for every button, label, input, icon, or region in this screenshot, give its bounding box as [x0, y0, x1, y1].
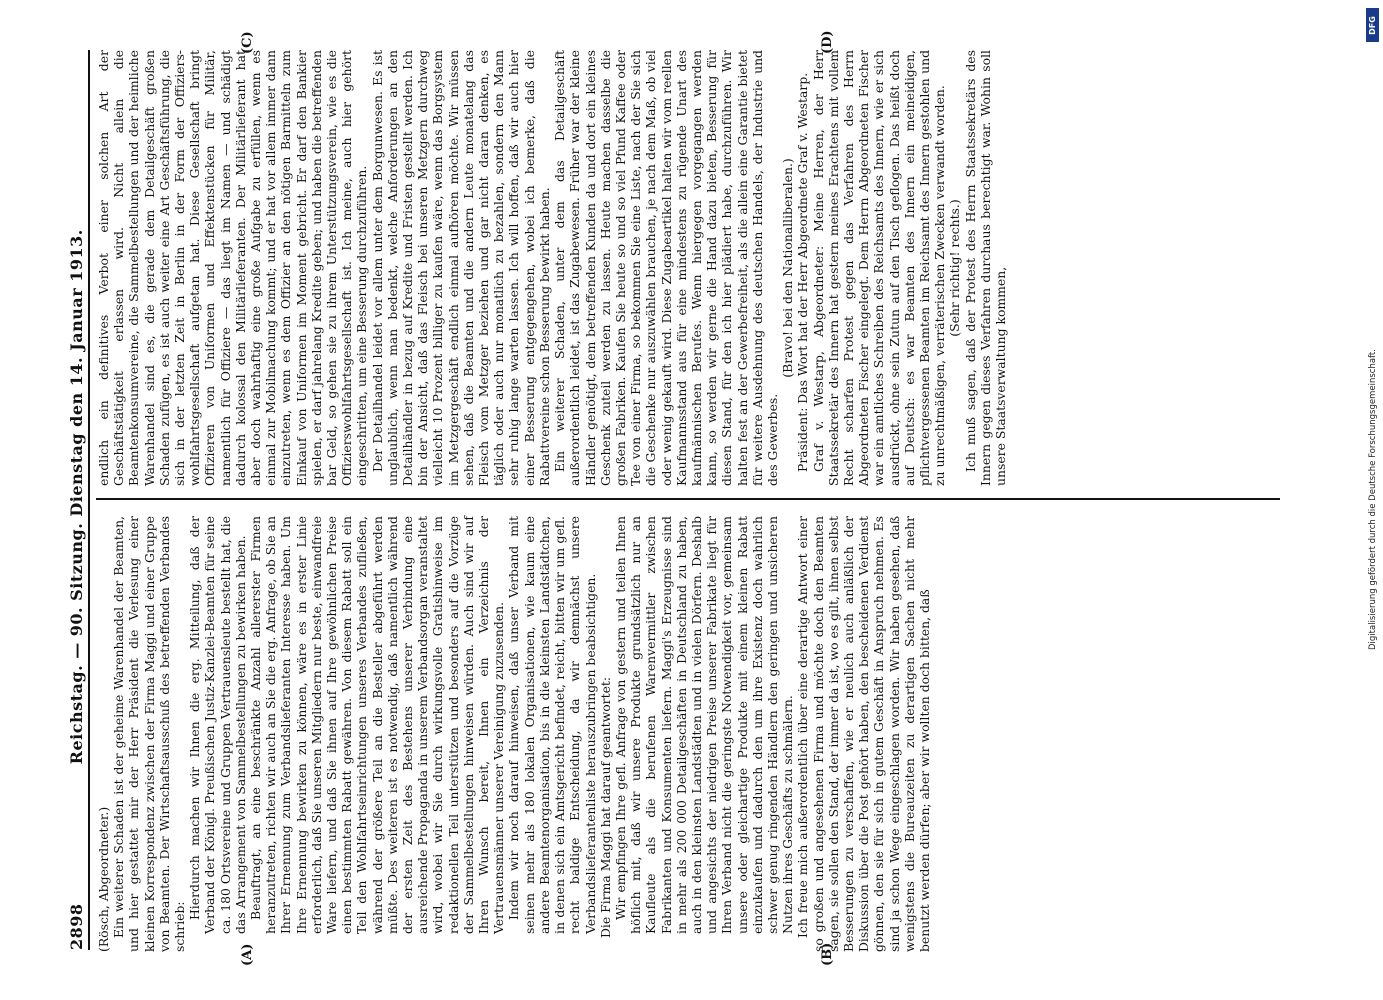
- paragraph: Graf v. Westarp, Abgeordneter: Meine Herren, der Herr Staatssekretär des Innern hat gestern meines Erachtens mit vollem Recht scharfen Protest gegen das Verfahren des Herrn Abgeordneten Fischer eingelegt. Dem Herrn Abgeordneten Fischer war ein amtliches Schreiben des Reichsamts des Innern, wie er sich ausdrückt, ohne sein Zutun auf den Tisch geflogen. Das heißt doch auf Deutsch: es war Beamten des Innern ein meineidigen, pflichtvergessenen Beamten im Reichsamt des Innern gestohlen und zu unrechtmäßigen, verräterischen Zwecken verwandt worden.: [810, 50, 948, 486]
- interjection-note: (Sehr richtig! rechts.): [947, 199, 963, 337]
- column-divider: [96, 499, 1280, 501]
- president-statement: Präsident: Das Wort hat der Herr Abgeordnete Graf v. Westarp.: [795, 72, 811, 472]
- header-title: Reichstag. — 90. Sitzung. Dienstag den 14. Januar 1913.: [67, 229, 86, 765]
- paragraph: Die Firma Maggi hat darauf geantwortet:: [597, 676, 613, 938]
- page-header: [60, 50, 86, 950]
- paragraph: endlich ein definitives Verbot einer solchen Art der Geschäftstätigkeit erlassen wird. Nicht allein die Beamtenkonsumvereine, die Sammelbestellungen und der heimliche Warenhandel sind es, die gerade dem Detailgeschäft großen Schaden zufügen, es ist auch weiter eine Art Geschäftsführung, die sich in der letzten Zeit in Berlin in der Form der Offiziers-wohlfahrtsgesellschaft aufgetan hat. Diese Gesellschaft bringt Offizieren von Uniformen und Effektenstücken für Militär, namentlich für Offiziere — das liegt im Namen — und schädigt dadurch kolossal den Militärlieferanten. Der Militärlieferant hat aber doch wahrhaftig eine große Aufgabe zu erfüllen, wenn es einmal zur Mobilmachung kommt; und er hat vor allem immer dann einzutreten, wenn es dem Offizier an den nötigen Barmitteln zum Einkauf von Uniformen im Moment gebricht. Er darf den Bankier spielen, er darf jahrelang Kredite geben; und haben die betreffenden bar Geld, so gehen sie zu ihrem Unterstützungsverein, wie es die Offizierswohlfahrtsgesellschaft ist. Ich meine, auch hier gehört eingeschritten, um eine Besserung durchzuführen.: [96, 50, 370, 486]
- paragraph: Ein weiterer Schaden, unter dem das Detailgeschäft außerordentlich leidet, ist das Zugabewesen. Früher war der kleine Händler genötigt, dem betreffenden Kunden da und dort ein kleines Geschenk zuteil werden zu lassen. Heute machen dasselbe die großen Fabriken. Kaufen Sie heute so und so viel Pfund Kaffee oder Tee von einer Firma, so bekommen Sie eine Liste, nach der Sie sich die Geschenke nur auszuwählen brauchen, je nach dem Maß, ob viel oder wenig gekauft wird. Diese Zugabeartikel halten wir vom reellen Kaufmannsstand aus für eine mindestens zu rügende Unart des kaufmännischen Berufes. Wenn hiergegen vorgegangen werden kann, so werden wir gerne die Hand dazu bieten, Besserung für diesen Stand, für den ich hier plädiert habe, durchzuführen. Wir halten fest an der Gewerbefreiheit, als die allein eine Garantie bietet für weitere Ausdehnung des deutschen Handels, der Industrie und des Gewerbes.: [552, 50, 780, 486]
- text-column-left: [96, 516, 932, 952]
- paragraph: Ich freue mich außerordentlich über eine derartige Antwort einer so großen und angesehenen Firma und möchte doch den Beamten sagen, sie sollen den Stand, der immer da ist, wo es gilt, ihnen selbst Besserungen zu verschaffen, wie er neulich auch anläßlich der Diskussion über die Post gehört haben, den bescheidenen Verdienst gönnen, den sie für sich in gutem Geschäft in Anspruch nehmen. Es sind ja schon Wege eingeschlagen worden. Wir haben gesehen, daß wenigstens die Bureauzeiten zu derartigen Sachen nicht mehr benutzt werden dürfen; aber wir wollten doch bitten, daß: [795, 516, 932, 952]
- header-rule: [88, 50, 90, 950]
- margin-marker-a: (A): [240, 943, 255, 966]
- digitization-credit-text: Digitalisierung gefördert durch die Deutsche Forschungsgemeinschaft.: [1368, 349, 1378, 650]
- quoted-paragraph: Hierdurch machen wir Ihnen die erg. Mitteilung, daß der Verband der Königl. Preußischen Justiz-Kanzlei-Beamten für seine ca. 180 Ortsvereine und Gruppen Vertrauensleute bestellt hat, die das Arrangement von Sammelbestellungen zu bewirken haben.: [187, 516, 248, 934]
- speaker-tag: (Rösch, Abgeordneter.): [96, 806, 111, 952]
- quoted-paragraph: Wir empfingen Ihre gefl. Anfrage von gestern und teilen Ihnen höflich mit, daß wir unsere Produkte grundsätzlich nur an Kaufleute als die berufenen Warenvermittler zwischen Fabrikanten und Konsumenten liefern. Maggi's Erzeugnisse sind in mehr als 200 000 Detailgeschäften in Deutschland zu haben, auch in den kleinsten Landstädten und in vielen Dörfern. Deshalb und angesichts der niedrigen Preise unserer Fabrikate liegt für Ihren Verband nicht die geringste Notwendigkeit vor, gemeinsam unsere oder gleichartige Produkte mit einem kleinen Rabatt einzukaufen und dadurch den um ihre Existenz doch wahrlich schwer genug ringenden Händlern den geringen und unsicheren Nutzen ihres Geschäfts zu schmälern.: [612, 516, 796, 934]
- margin-marker-c: (C): [240, 31, 255, 54]
- text-column-right: [96, 50, 1008, 486]
- dfg-logo: DFG: [1366, 8, 1379, 42]
- rotated-document-page: [60, 30, 1300, 966]
- paragraph: Ich muß sagen, daß der Protest des Herrn Staatssekretärs des Innern gegen dieses Verfahren durchaus berechtigt war. Wohin soll unsere Staatsverwaltung kommen,: [962, 50, 1008, 486]
- margin-marker-d: (D): [820, 30, 835, 54]
- paragraph: Ein weiterer Schaden ist der geheime Warenhandel der Beamten, und hier gestattet mir der Herr Präsident die Verlesung einer kleinen Korrespondenz zwischen der Firma Maggi und einer Gruppe von Beamten. Der Wirtschaftsausschuß des betreffenden Verbandes schrieb:: [111, 516, 188, 952]
- margin-marker-b: (B): [820, 942, 835, 966]
- digitization-credit: [1368, 349, 1378, 650]
- quoted-paragraph: Indem wir noch darauf hinweisen, daß unser Verband mit seinen mehr als 180 lokalen Organisationen, wie kaum eine andere Beamtenorganisation, bis in die kleinsten Landstädtchen, in denen sich ein Amtsgericht befindet, reicht, bitten wir um gefl. recht baldige Entscheidung, da wir demnächst unsere Verbandslieferantenliste herauszubringen beabsichtigen.: [506, 516, 598, 934]
- page-number: 2898: [67, 903, 86, 950]
- paragraph: Der Detailhandel leidet vor allem unter dem Borgunwesen. Es ist unglaublich, wenn man bedenkt, welche Anforderungen an den Detailhändler in bezug auf Kredite und Fristen gestellt werden. Ich bin der Ansicht, daß das Fleisch bei unseren Metzgern durchweg vielleicht 10 Prozent billiger zu kaufen wäre, wenn das Borgsystem im Metzgergeschäft endlich einmal aufhören möchte. Wir müssen sehen, daß die Beamten und die andern Leute monatelang das Fleisch vom Metzger beziehen und gar nicht daran denken, es täglich oder auch nur monatlich zu bezahlen, sondern den Mann sehr ruhig lange warten lassen. Ich will hoffen, daß wir auch hier einer Besserung entgegengehen, wobei ich bemerke, daß die Rabattvereine schon Besserung bewirkt haben.: [369, 50, 552, 486]
- applause-note: (Bravo! bei den Nationalliberalen.): [780, 158, 796, 378]
- quoted-paragraph: Beauftragt, an eine beschränkte Anzahl allererster Firmen heranzutreten, richten wir auch an Sie die erg. Anfrage, ob Sie an Ihrer Ernennung zum Verbandslieferanten Interesse haben. Um Ihre Ernennung bewirken zu können, wäre es in erster Linie erforderlich, daß Sie unseren Mitgliedern nur beste, einwandfreie Ware liefern, und daß Sie ihnen auf Ihre gewöhnlichen Preise einen bestimmten Rabatt gewähren. Von diesem Rabatt soll ein Teil den Wohlfahrtseinrichtungen unseres Verbandes zufließen, während der größere Teil an die Besteller abgeführt werden müßte. Des weiteren ist es notwendig, daß namentlich während der ersten Zeit des Bestehens unserer Verbindung eine ausreichende Propaganda in unserem Verbandsorgan veranstaltet wird, wobei wir Sie durch wirkungsvolle Gratishinweise im redaktionellen Teil unterstützen und besonders auf die Vorzüge der Sammelbestellungen hinweisen würden. Auch sind wir auf Ihren Wunsch bereit, Ihnen ein Verzeichnis der Vertrauensmänner unserer Vereinigung zuzusenden.: [248, 516, 507, 934]
